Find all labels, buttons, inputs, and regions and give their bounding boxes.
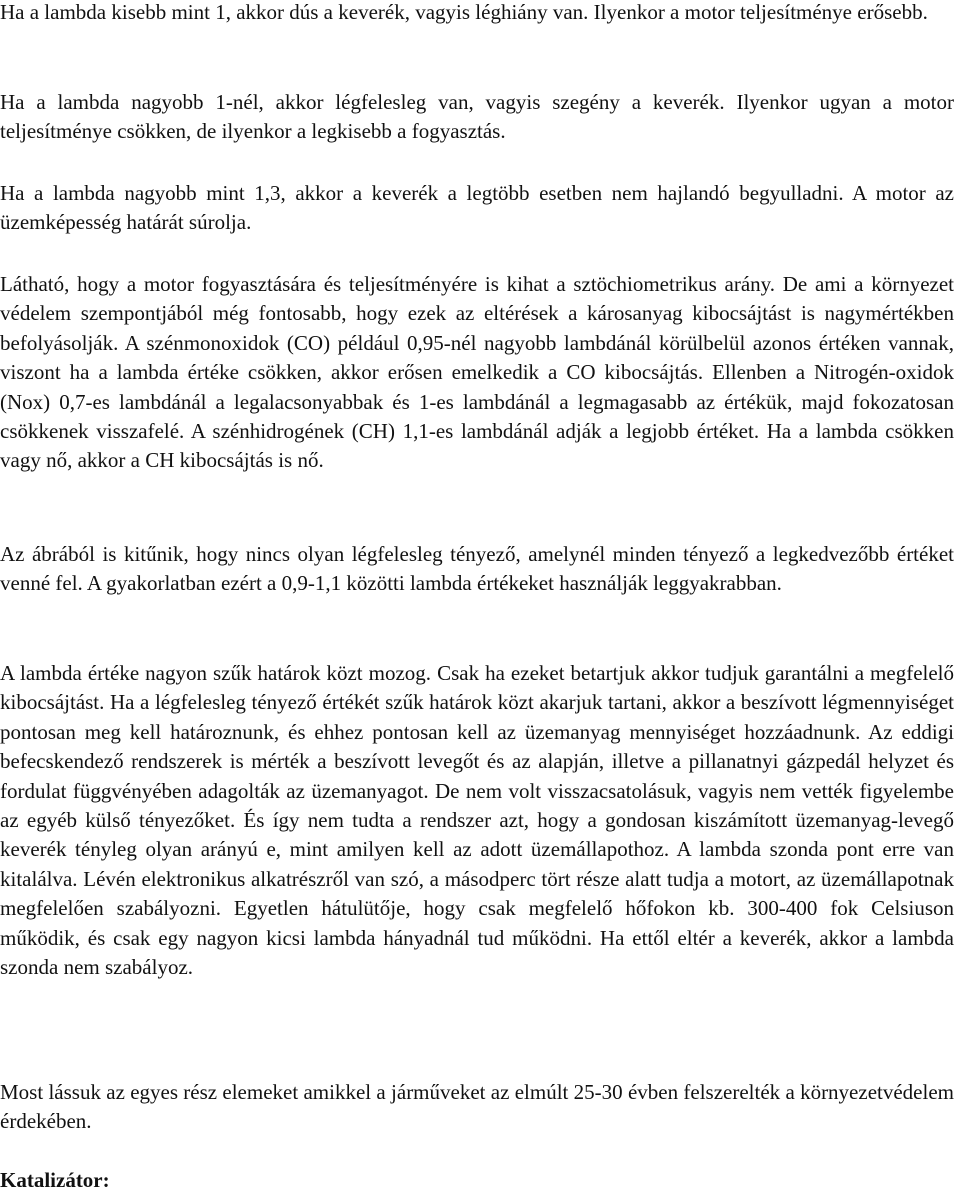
- paragraph-text: A lambda értéke nagyon szűk határok közt mozog. Csak ha ezeket betartjuk akkor tudjuk garantálni a megfelelő kibocsájtást. Ha a légfelesleg tényező értékét szűk határok közt akarjuk tartani, akkor a beszívott légmennyiséget pontosan meg kell határoznunk, és ehhez pontosan kell az üzemanyag mennyiséget hozzáadnunk. Az eddigi befecskendező rendszerek is mérték a beszívott levegőt és az alapján, illetve a pillanatnyi gázpedál helyzet és fordulat függvényében adagolták az üzemanyagot. De nem volt visszacsatolásuk, vagyis nem vették figyelembe az egyéb külső tényezőket. És így nem tudta a rendszer azt, hogy a gondosan kiszámított üzemanyag-levegő keverék tényleg olyan arányú e, mint amilyen kell az adott üzemállapothoz. A lambda szonda pont erre van kitalálva. Lévén elektronikus alkatrészről van szó, a másodperc tört része alatt tudja a motort, az üzemállapotnak megfelelően szabályozni. Egyetlen hátulütője, hogy csak megfelelő hőfokon kb. 300-400 fok Celsiuson működik, és csak egy nagyon kicsi lambda hányadnál tud működni. Ha ettől eltér a keverék, akkor a lambda szonda nem szabályoz.: [0, 661, 954, 980]
- paragraph-text: Ha a lambda kisebb mint 1, akkor dús a keverék, vagyis léghiány van. Ilyenkor a motor teljesítménye erősebb.: [0, 0, 928, 24]
- paragraph-lambda-control: [0, 659, 954, 982]
- section-heading-text: Katalizátor:: [0, 1168, 110, 1192]
- paragraph-components-intro: [0, 1078, 954, 1137]
- paragraph-rich-mixture: [0, 0, 954, 27]
- paragraph-lean-mixture: [0, 88, 954, 147]
- section-heading-catalyst: [0, 1166, 954, 1195]
- paragraph-text: Ha a lambda nagyobb 1-nél, akkor légfelesleg van, vagyis szegény a keverék. Ilyenkor ugyan a motor teljesítménye csökken, de ilyenkor a legkisebb a fogyasztás.: [0, 90, 954, 144]
- paragraph-lambda-limit: [0, 179, 954, 238]
- paragraph-text: Ha a lambda nagyobb mint 1,3, akkor a keverék a legtöbb esetben nem hajlandó begyulladni. A motor az üzemképesség határát súrolja.: [0, 181, 954, 235]
- paragraph-figure-summary: [0, 540, 954, 599]
- paragraph-text: Látható, hogy a motor fogyasztására és teljesítményére is kihat a sztöchiometrikus arány. De ami a környezet védelem szempontjából még fontosabb, hogy ezek az eltérések a károsanyag kibocsájtást is nagymértékben befolyásolják. A szénmonoxidok (CO) például 0,95-nél nagyobb lambdánál körülbelül azonos értéken vannak, viszont ha a lambda értéke csökken, akkor erősen emelkedik a CO kibocsájtás. Ellenben a Nitrogén-oxidok (Nox) 0,7-es lambdánál a legalacsonyabbak és 1-es lambdánál a legmagasabb az értékük, majd fokozatosan csökkenek visszafelé. A szénhidrogének (CH) 1,1-es lambdánál adják a legjobb értéket. Ha a lambda csökken vagy nő, akkor a CH kibocsájtás is nő.: [0, 272, 954, 473]
- paragraph-text: Most lássuk az egyes rész elemeket amikkel a járműveket az elmúlt 25-30 évben felszerelték a környezetvédelem érdekében.: [0, 1080, 954, 1134]
- paragraph-emissions: [0, 270, 954, 476]
- paragraph-text: Az ábrából is kitűnik, hogy nincs olyan légfelesleg tényező, amelynél minden tényező a legkedvezőbb értéket venné fel. A gyakorlatban ezért a 0,9-1,1 közötti lambda értékeket használják leggyakrabban.: [0, 542, 954, 596]
